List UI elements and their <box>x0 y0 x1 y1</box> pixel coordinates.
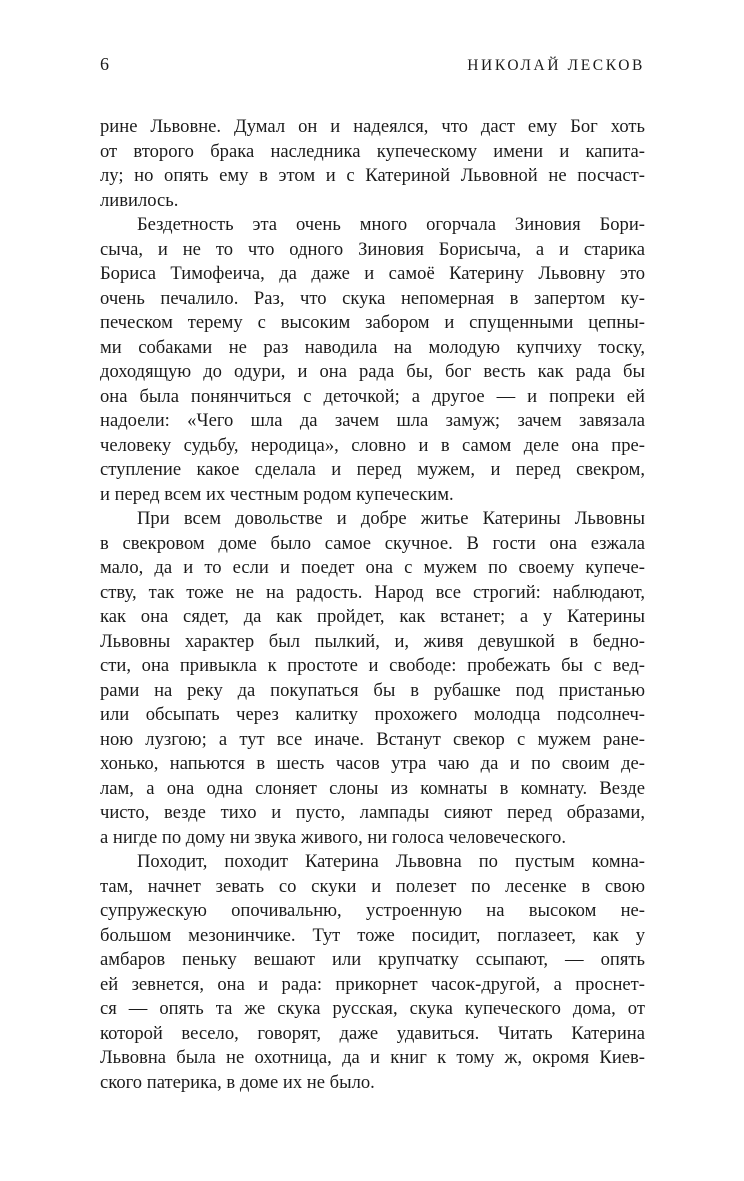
text-line: Походит, походит Катерина Львовна по пустым комна- <box>137 851 645 872</box>
text-line: печеском терему с высоким забором и спущенными цепны- <box>100 312 645 333</box>
running-title: НИКОЛАЙ ЛЕСКОВ <box>467 57 645 74</box>
text-line: надоели: «Чего шла да зачем шла замуж; зачем завязала <box>100 410 645 431</box>
text-line: Бориса Тимофеича, да даже и самоё Катерину Львовну это <box>100 263 645 284</box>
text-line: в свекровом доме было самое скучное. В гости она езжала <box>100 532 645 554</box>
text-line: как она сядет, да как пройдет, как встанет; а у Катерины <box>100 606 645 627</box>
text-line: она была понянчиться с деточкой; а другое — и попреки ей <box>100 385 645 407</box>
text-line: Львовна была не охотница, да и книг к тому ж, окромя Киев- <box>100 1047 645 1068</box>
text-line: ству, так тоже не на радость. Народ все строгий: наблюдают, <box>100 581 645 603</box>
text-line: ною лузгою; а тут все иначе. Встанут свекор с мужем ране- <box>100 728 645 750</box>
text-line: ей зевнется, она и рада: прикорнет часок-другой, а проснет- <box>100 973 645 995</box>
text-line: большом мезонинчике. Тут тоже посидит, поглазеет, как у <box>100 924 645 946</box>
text-line: чисто, везде тихо и пусто, лампады сияют перед образами, <box>100 802 645 823</box>
text-block <box>100 115 645 1095</box>
text-line: очень печалило. Раз, что скука непомерная в запертом ку- <box>100 287 645 309</box>
text-line: ливилось. <box>100 189 179 211</box>
page-header <box>100 54 645 75</box>
text-line: При всем довольстве и добре житье Катерины Львовны <box>137 508 645 529</box>
text-line: амбаров пеньку вешают или крупчатку ссыпают, — опять <box>100 949 645 970</box>
paragraph <box>100 507 645 850</box>
text-line: Бездетность эта очень много огорчала Зиновия Бори- <box>137 214 645 235</box>
text-line: ступление какое сделала и перед мужем, и перед свекром, <box>100 459 645 480</box>
text-line: рами на реку да покупаться бы в рубашке под пристанью <box>100 679 645 701</box>
text-line: или обсыпать через калитку прохожего молодца подсолнеч- <box>100 704 645 725</box>
text-line: лам, а она одна слоняет слоны из комнаты в комнату. Везде <box>100 777 645 799</box>
text-line: человеку судьбу, неродица», словно и в самом деле она пре- <box>100 434 645 456</box>
text-line: лу; но опять ему в этом и с Катериной Львовной не посчаст- <box>100 165 645 186</box>
text-line: ского патерика, в доме их не было. <box>100 1071 375 1093</box>
text-line: а нигде по дому ни звука живого, ни голоса человеческого. <box>100 826 567 848</box>
text-line: сти, она привыкла к простоте и свободе: пробежать бы с вед- <box>100 655 645 676</box>
text-line: и перед всем их честным родом купеческим. <box>100 483 454 505</box>
paragraph <box>100 115 645 213</box>
text-line: от второго брака наследника купеческому имени и капита- <box>100 140 645 162</box>
text-line: мало, да и то если и поедет она с мужем по своему купече- <box>100 557 645 578</box>
text-line: хонько, напьются в шесть часов утра чаю да и по своим де- <box>100 753 645 774</box>
text-line: супружескую опочивальню, устроенную на высоком не- <box>100 900 645 921</box>
text-line: сыча, и не то что одного Зиновия Борисыча, а и старика <box>100 238 645 260</box>
page-number: 6 <box>100 54 109 74</box>
text-line: доходящую до одури, и она рада бы, бог весть как рада бы <box>100 361 645 382</box>
text-line: там, начнет зевать со скуки и полезет по лесенке в свою <box>100 875 645 897</box>
text-line: рине Львовне. Думал он и надеялся, что даст ему Бог хоть <box>100 116 645 137</box>
text-line: ся — опять та же скука русская, скука купеческого дома, от <box>100 998 645 1019</box>
text-line: которой весело, говорят, даже удавиться. Читать Катерина <box>100 1022 645 1044</box>
text-line: Львовны характер был пылкий, и, живя девушкой в бедно- <box>100 630 645 652</box>
paragraph <box>100 213 645 507</box>
text-line: ми собаками не раз наводила на молодую купчиху тоску, <box>100 336 645 358</box>
paragraph <box>100 850 645 1095</box>
